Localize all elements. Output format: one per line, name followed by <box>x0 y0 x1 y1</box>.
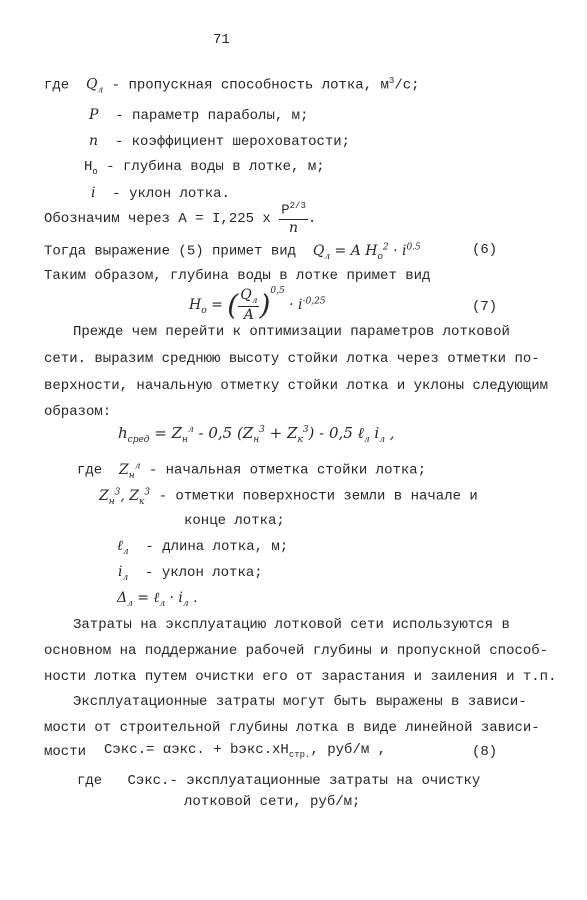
delta-l-sub: л <box>159 598 166 609</box>
eq7-sup1: 0,5 <box>270 286 285 296</box>
eq6-i-sup: 0.5 <box>406 242 421 252</box>
eq6-formula <box>312 242 421 262</box>
denote-num-sup: 2/3 <box>289 201 306 211</box>
eq6-text: Тогда выражение (5) примет вид <box>44 243 297 260</box>
z-sup: л <box>134 461 141 471</box>
zz-sub2: к <box>139 496 145 507</box>
i-line <box>91 185 230 202</box>
il-sym: i <box>118 564 123 580</box>
hsr-z2: - 0,5 (Z <box>193 424 254 442</box>
i-symbol: i <box>91 185 96 201</box>
eq7-rparen: ) <box>259 288 271 322</box>
eq-hsred <box>118 424 394 445</box>
eq7-fraction <box>238 287 259 323</box>
eq7-tail-sup: -0,25 <box>302 296 326 307</box>
para2-line2: основном на поддержание рабочей глубины и пропускной способ- <box>44 643 549 659</box>
l-sym: ℓ <box>117 538 123 554</box>
hsr-i-sub: л <box>379 435 385 445</box>
where3-word: где <box>77 773 103 789</box>
delta-line <box>117 590 198 609</box>
i-definition: - уклон лотка. <box>112 186 230 202</box>
eq6-i: · i <box>388 242 407 259</box>
z-symbol <box>119 461 141 481</box>
hsr-h: h <box>118 424 128 442</box>
eq7-q: Q <box>240 287 252 304</box>
where2-line <box>77 461 426 480</box>
para1-line1: Прежде чем перейти к оптимизации параметров лотковой <box>73 324 510 340</box>
z-definition: - начальная отметка стойки лотка; <box>148 462 427 479</box>
h-symbol: H <box>84 159 93 175</box>
eq8-sub: стр. <box>288 749 311 760</box>
eq8-formula <box>104 742 386 760</box>
zz-line <box>99 487 478 506</box>
para1-line4: образом: <box>44 404 112 420</box>
para3-line3-left: мости <box>44 744 87 760</box>
hsr-i: i <box>369 424 380 442</box>
l-line <box>117 538 288 557</box>
q-symbol: Q <box>86 76 98 93</box>
eq7-h: H <box>189 297 202 313</box>
eq7-h-sub: o <box>201 305 207 316</box>
eq6-number: (6) <box>472 242 498 258</box>
delta-end: . <box>188 590 198 606</box>
q-unit-sup: 3 <box>388 76 395 86</box>
eq7-formula <box>189 286 326 323</box>
z-sym: Z <box>119 461 129 478</box>
where-word: где <box>44 77 70 94</box>
eq8-unit: , руб/м , <box>310 742 387 758</box>
zz-sup1: 3 <box>114 487 121 497</box>
q-definition: - пропускная способность лотка, м <box>111 77 389 94</box>
zz-sym1: Z <box>99 487 109 504</box>
delta-i: · i <box>165 590 183 606</box>
l-definition: - длина лотка, м; <box>145 539 289 555</box>
l-sub: л <box>122 546 129 557</box>
denote-line <box>44 201 316 236</box>
delta-i-sub: л <box>182 598 189 609</box>
eq7-q-sub: л <box>251 295 258 306</box>
cexp-definition: Сэкс.- эксплуатационные затраты на очистку <box>127 773 481 789</box>
hsr-z1-sub: н <box>182 435 188 445</box>
eq7-frac-den: A <box>243 306 254 323</box>
p-definition: - параметр параболы, м; <box>115 108 309 124</box>
eq7-lparen: ( <box>227 288 239 322</box>
z-sub: н <box>128 470 135 481</box>
zz-definition-cont: конце лотка; <box>184 513 285 529</box>
denote-denominator: n <box>289 219 299 236</box>
delta-sub: л <box>127 598 133 609</box>
denote-end: . <box>307 211 317 228</box>
para3-line1: Эксплуатационные затраты могут быть выражены в зависи- <box>73 694 527 710</box>
l-symbol <box>117 538 129 557</box>
q-sub: л <box>97 85 104 96</box>
n-line <box>89 133 350 150</box>
eq7-number: (7) <box>472 299 498 315</box>
hsr-z2-sub: н <box>253 435 260 445</box>
para2-line1: Затраты на эксплуатацию лотковой сети используются в <box>73 617 510 633</box>
q-unit-end: /с; <box>394 77 420 94</box>
zz-sup2: 3 <box>144 487 151 497</box>
n-definition: - коэффициент шероховатости; <box>114 134 351 150</box>
delta-eq: = ℓ <box>132 590 160 606</box>
eq6-q: Q <box>312 242 325 259</box>
para2-line3: ности лотка путем очистки его от зарастания и заиления и т.п. <box>44 669 557 685</box>
denote-num-p: P <box>281 202 290 219</box>
eq8-number: (8) <box>472 744 498 760</box>
il-definition: - уклон лотка; <box>145 565 263 581</box>
page-number: 71 <box>213 32 230 48</box>
h-definition: - глубина воды в лотке, м; <box>106 159 325 175</box>
where3-line <box>77 773 480 789</box>
h-line <box>84 159 325 177</box>
eq6-h-sub: о <box>377 251 383 262</box>
hsr-z2-sup: 3 <box>259 425 265 435</box>
eq7-tail: · i <box>284 297 303 313</box>
eq7-text: Таким образом, глубина воды в лотке примет вид <box>44 268 431 284</box>
p-symbol: P <box>89 107 99 123</box>
denote-fraction <box>279 201 308 236</box>
n-symbol: n <box>89 133 99 149</box>
where2-word: где <box>77 462 103 479</box>
p-line <box>89 107 308 124</box>
zz-sub1: н <box>108 496 115 507</box>
denote-numerator <box>279 201 308 220</box>
il-line <box>118 564 263 583</box>
eq8-body: Сэкс.= αэкс. + bэкс.хН <box>104 742 289 758</box>
hsr-l: ) - 0,5 ℓ <box>308 424 364 442</box>
hsr-z3-sub: к <box>297 435 303 445</box>
hsr-z1: = Z <box>149 424 183 442</box>
hsr-z1-sup: л <box>187 425 194 435</box>
zz-sym2: , Z <box>120 487 140 504</box>
zz-definition: - отметки поверхности земли в начале и <box>158 488 478 505</box>
eq7-frac-num <box>238 287 259 307</box>
eq6-q-sub: л <box>324 251 331 262</box>
il-sub: л <box>122 572 129 583</box>
para1-line3: верхности, начальную отметку стойки лотка и уклоны следующим <box>44 378 549 394</box>
where-q-line <box>44 76 420 95</box>
denote-text: Обозначим через А = I,225 х <box>44 211 271 228</box>
delta-sym: Δ <box>117 590 128 606</box>
il-symbol <box>118 564 129 583</box>
eq6-mid: = A H <box>330 242 378 259</box>
hsr-h-sub: сред <box>127 435 150 445</box>
hsr-z3: + Z <box>264 424 298 442</box>
eq6-line <box>44 242 421 261</box>
cexp-definition-cont: лотковой сети, руб/м; <box>184 794 361 810</box>
hsr-end: , <box>384 424 395 442</box>
para1-line2: сети. выразим среднюю высоту стойки лотка через отметки по- <box>44 351 540 367</box>
hsr-l-sub: л <box>363 435 370 445</box>
zz-symbols <box>99 487 151 507</box>
eq7-eq: = <box>206 297 228 313</box>
hsr-z3-sup: 3 <box>302 425 309 435</box>
para3-line2: мости от строительной глубины лотка в виде линейной зависи- <box>44 720 540 736</box>
h-sub: о <box>92 166 98 177</box>
eq6-h-sup: 2 <box>382 242 389 252</box>
